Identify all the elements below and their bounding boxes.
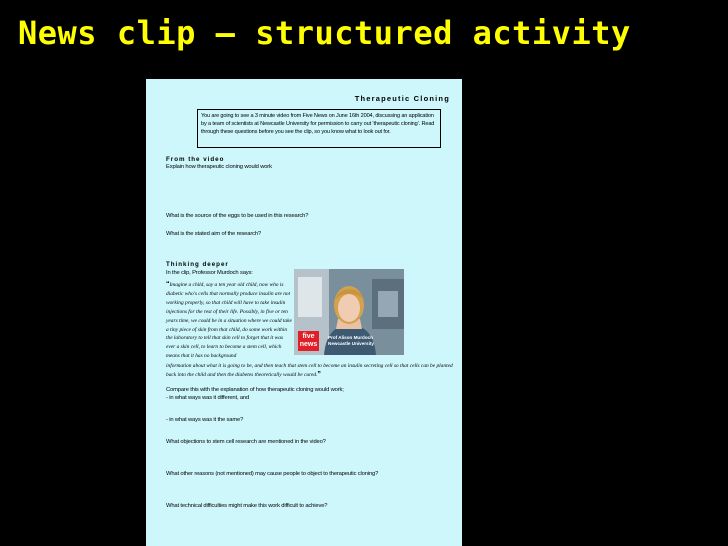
quote-tail-text: information about what it is going to be, and then teach that stem cell to become an insulin secreting cell so that cells can be planted back into the child and then the diabetes theoretically would be cured. xyxy=(166,363,453,378)
from-video-heading: From the video xyxy=(166,156,225,163)
quote-open-mark: “ xyxy=(166,281,170,288)
question-4a: - in what ways was it different, and xyxy=(166,395,250,401)
quote-text xyxy=(166,281,292,361)
video-still xyxy=(294,269,404,355)
caption-org: Newcastle University xyxy=(328,341,374,346)
five-news-logo xyxy=(298,331,319,351)
caption-name: Prof Alison Murdoch xyxy=(328,335,373,340)
intro-text: You are going to see a 3 minute video from Five News on June 16th 2004, discussing an application by a team of scientists at Newcastle University for permission to carry out ‘therapeutic cloning’. Read through these questions before you see the clip, so you know what to look out for. xyxy=(201,113,435,135)
thinking-deeper-heading: Thinking deeper xyxy=(166,261,229,268)
video-caption xyxy=(328,335,374,347)
question-7: What technical difficulties might make this work difficult to achieve? xyxy=(166,503,328,509)
worksheet-title: Therapeutic Cloning xyxy=(354,94,450,103)
question-6: What other reasons (not mentioned) may cause people to object to therapeutic cloning? xyxy=(166,471,379,477)
question-3: What is the stated aim of the research? xyxy=(166,231,262,237)
quote-tail xyxy=(166,362,458,380)
quote-body: Imagine a child, say a ten year old child, now who is diabetic who's cells that normally produce insulin are not working properly, so that child will have to take insulin injections for the rest of their life. Possibly, in five or ten years time, we could be in a situation where we could take a tiny piece of skin from that child, do some work within the laboratory to tell that skin cell to forget that it was ever a skin cell, to learn to become a stem cell, which means that it has no background xyxy=(166,282,292,360)
question-4: Compare this with the explanation of how therapeutic cloning would work; xyxy=(166,387,344,393)
question-1: Explain how therapeutic cloning would work xyxy=(166,164,272,170)
question-5: What objections to stem cell research are mentioned in the video? xyxy=(166,439,326,445)
question-2: What is the source of the eggs to be used in this research? xyxy=(166,213,309,219)
quote-intro: In the clip, Professor Murdoch says: xyxy=(166,270,253,276)
logo-line-1: five xyxy=(302,333,315,340)
slide-title: News clip – structured activity xyxy=(18,14,631,52)
quote-close-mark: ” xyxy=(317,370,321,378)
intro-box xyxy=(197,109,441,148)
worksheet-page xyxy=(146,79,462,546)
question-4b: - in what ways was it the same? xyxy=(166,417,244,423)
logo-line-2: news xyxy=(299,340,318,348)
